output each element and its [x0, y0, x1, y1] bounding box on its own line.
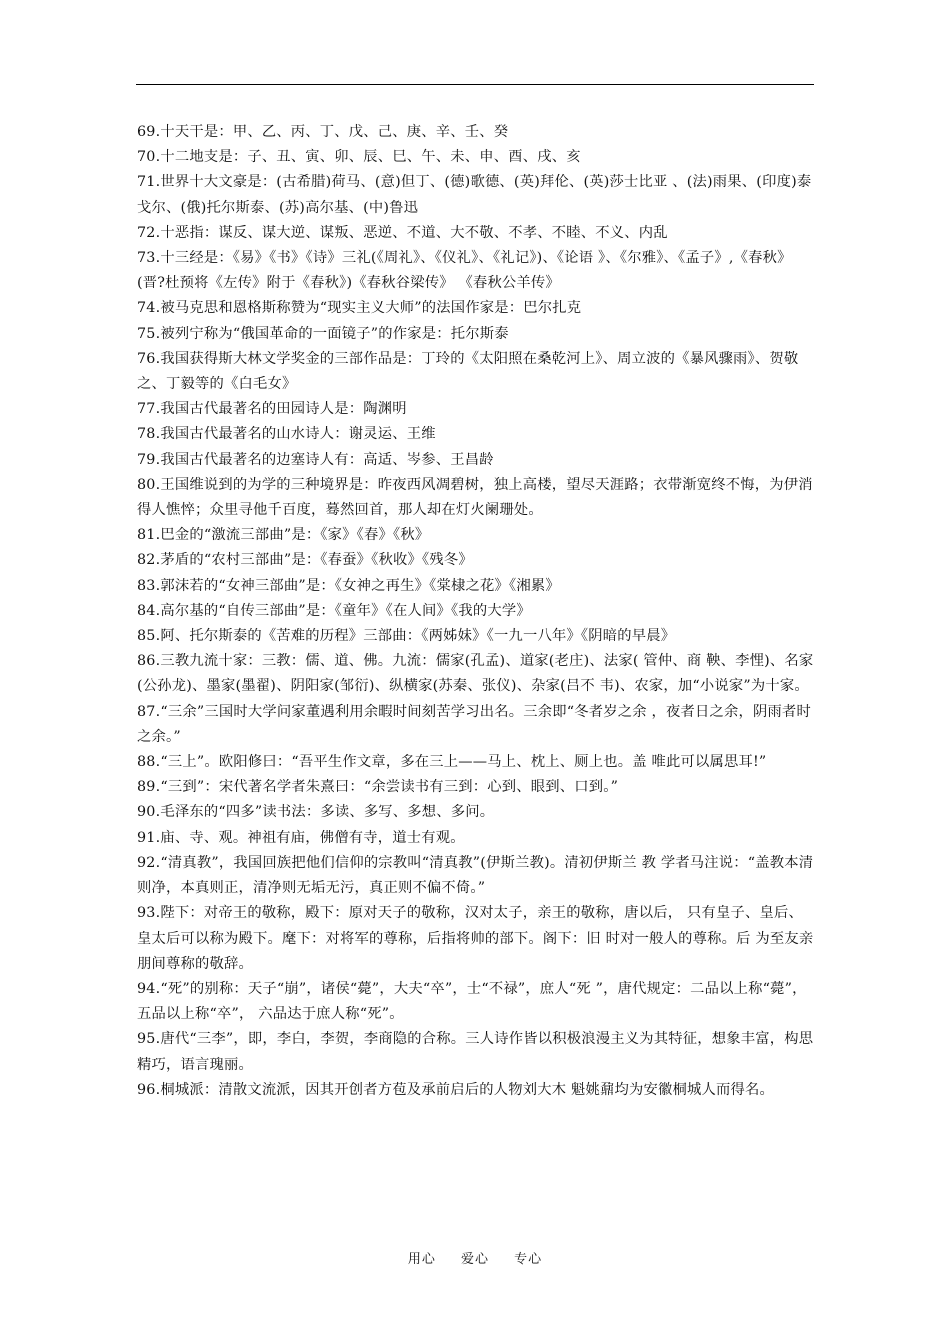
entry-89: 89.“三到”：宋代著名学者朱熹曰：“余尝读书有三到：心到、眼到、口到。”: [137, 779, 619, 796]
entry-77: 77.我国古代最著名的田园诗人是：陶渊明: [137, 401, 407, 418]
entry-95: 95.唐代“三李”，即，李白，李贺，李商隐的合称。三人诗作皆以积极浪漫主义为其特征，想象丰富，构思精巧，语言瑰丽。: [137, 1031, 814, 1073]
entry-92: 92.“清真教”，我国回族把他们信仰的宗教叫“清真教”(伊斯兰教)。清初伊斯兰 教 学者马注说：“盖教本清则净，本真则正，清净则无垢无污，真正则不偏不倚。”: [137, 854, 814, 897]
entry-85: 85.阿、托尔斯泰的《苦难的历程》三部曲：《两姊妹》《一九一八年》《阴暗的早晨》: [137, 628, 676, 645]
entry-96: 96.桐城派：清散文流派，因其开创者方苞及承前启后的人物刘大木 魁姚鼐均为安徽桐城人而得名。: [137, 1081, 774, 1098]
entry-70: 70.十二地支是：子、丑、寅、卯、辰、巳、午、未、申、酉、戌、亥: [137, 149, 581, 166]
entry-91: 91.庙、寺、观。神祖有庙，佛僧有寺，道士有观。: [137, 829, 465, 846]
entry-71: 71.世界十大文豪是：(古希腊)荷马、(意)但丁、(德)歌德、(英)拜伦、(英)莎士比亚 、(法)雨果、(印度)泰戈尔、(俄)托尔斯泰、(苏)高尔基、(中)鲁迅: [137, 174, 812, 216]
entry-74: 74.被马克思和恩格斯称赞为“现实主义大师”的法国作家是：巴尔扎克: [137, 300, 582, 317]
footer-word-middle: 爱心: [460, 1252, 489, 1267]
entry-81: 81.巴金的“激流三部曲”是：《家》《春》《秋》: [137, 527, 430, 544]
entry-79: 79.我国古代最著名的边塞诗人有：高适、岑参、王昌龄: [137, 451, 494, 468]
entry-86: 86.三教九流十家：三教：儒、道、佛。九流：儒家(孔孟)、道家(老庄)、法家( 管仲、商 鞅、李悝)、名家(公孙龙)、墨家(墨翟)、阴阳家(邹衍)、纵横家(苏秦、张仪)、杂家(吕不 韦)、农家，加“小说家”为十家。: [137, 653, 814, 695]
entry-94: 94.“死”的别称：天子“崩”，诸侯“薨”，大夫“卒”，士“不禄”，庶人“死 ”，唐代规定：二品以上称“薨”， 五品以上称“卒”， 六品达于庶人称“死”。: [137, 980, 807, 1023]
entry-93: 93.陛下：对帝王的敬称，殿下：原对天子的敬称，汉对太子，亲王的敬称，唐以后， 只有皇子、皇后、皇太后可以称为殿下。麾下：对将军的尊称，后指将帅的部下。阁下：旧 时对一般人的尊称。后 为至友亲朋间尊称的敬辞。: [137, 905, 814, 972]
entry-72: 72.十恶指：谋反、谋大逆、谋叛、恶逆、不道、大不敬、不孝、不睦、不义、内乱: [137, 224, 668, 241]
header-rule: [136, 84, 814, 85]
entry-82: 82.茅盾的“农村三部曲”是：《春蚕》《秋收》《残冬》: [137, 552, 473, 569]
entry-83: 83.郭沫若的“女神三部曲”是：《女神之再生》《棠棣之花》《湘累》: [137, 577, 560, 594]
entry-87: 87.“三余”三国时大学问家董遇利用余暇时间刻苦学习出名。三余即“冬者岁之余 ，夜者日之余，阴雨者时之余。”: [137, 703, 811, 745]
entry-90: 90.毛泽东的“四多”读书法：多读、多写、多想、多问。: [137, 804, 495, 821]
entry-84: 84.高尔基的“自传三部曲”是：《童年》《在人间》《我的大学》: [137, 602, 531, 619]
document-body: [137, 120, 817, 1103]
entry-80: 80.王国维说到的为学的三种境界是：昨夜西风凋碧树，独上高楼，望尽天涯路；衣带渐宽终不悔，为伊消得人憔悴；众里寻他千百度，蓦然回首，那人却在灯火阑珊处。: [137, 476, 813, 519]
page-footer: [0, 1248, 950, 1267]
entry-73: 73.十三经是：《易》《书》《诗》三礼(《周礼》、《仪礼》、《礼记》)、《论语 》、《尔雅》、《孟子》,《春秋》(晋?杜预将《左传》附于《春秋》)《春秋谷梁传》 《春秋公羊传》: [137, 250, 792, 292]
entry-69: 69.十天干是：甲、乙、丙、丁、戊、己、庚、辛、壬、癸: [137, 124, 509, 140]
footer-word-right: 专心: [514, 1252, 543, 1267]
entry-88: 88.“三上”。欧阳修曰：“吾平生作文章，多在三上——马上、枕上、厕上也。盖 唯此可以属思耳!”: [137, 754, 767, 771]
footer-word-left: 用心: [407, 1252, 436, 1267]
entry-75: 75.被列宁称为“俄国革命的一面镜子”的作家是：托尔斯泰: [137, 325, 509, 342]
entry-76: 76.我国获得斯大林文学奖金的三部作品是：丁玲的《太阳照在桑乾河上》、周立波的《暴风骤雨》、贺敬之、丁毅等的《白毛女》: [137, 350, 799, 393]
entry-78: 78.我国古代最著名的山水诗人：谢灵运、王维: [137, 426, 436, 443]
